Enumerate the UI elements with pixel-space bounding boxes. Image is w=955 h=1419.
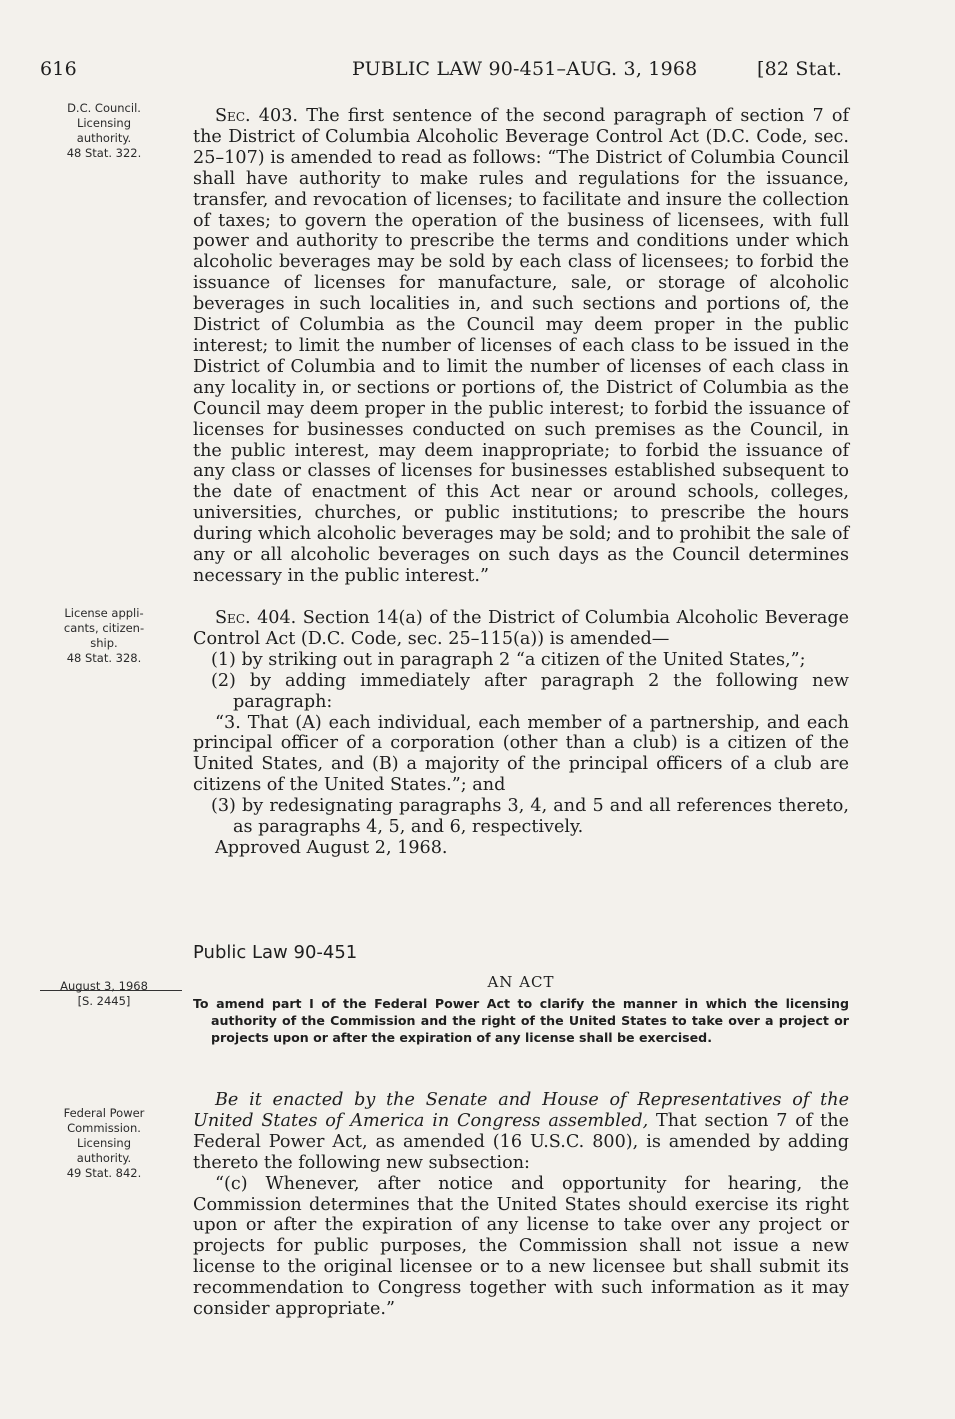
subsection-c: “(c) Whenever, after notice and opportunity for hearing, the Commission determines that the United States should exercise its right upon or after the expiration of any license to take over any project or projects for public purposes, the Commission shall not issue a new license to the original licensee or to a new licensee but shall submit its recommendation to Congress together with such information as it may consider appropriate.”: [193, 1173, 849, 1320]
act-purpose: [193, 995, 849, 1046]
enacting-section: [193, 1090, 849, 1320]
margin-note-license-applicants: [34, 606, 174, 666]
new-paragraph-quote: “3. That (A) each individual, each member of a partnership, and each principal officer of a corporation (other than a club) is a citizen of the United States, and (B) a majority of the principal officers of a club are citizens of the United States.”; and: [193, 712, 849, 796]
running-title: PUBLIC LAW 90-451–AUG. 3, 1968: [352, 58, 698, 80]
amendment-item-1: (1) by striking out in paragraph 2 “a citizen of the United States,”;: [211, 649, 806, 670]
margin-line: ship.: [90, 636, 118, 650]
section-label: Sec.: [215, 608, 251, 628]
margin-line: Licensing: [76, 116, 132, 130]
margin-line: [S. 2445]: [77, 994, 131, 1008]
section-403-text: 403. The first sentence of the second paragraph of section 7 of the District of Columbia Alcoholic Beverage Control Act (D.C. Code, sec. 25–107) is amended to read as follows: “The District of Columbia Council shall have authority to make rules and regulations for the issuance, transfer, and revocation of licenses; to facilitate and insure the collection of taxes; to govern the operation of the business of licensees, with full power and authority to prescribe the terms and conditions under which alcoholic beverages may be sold by each class of licensees; to forbid the issuance of licenses for manufacture, sale, or storage of alcoholic beverages in such localities in, and such sections and portions of, the District of Columbia as the Council may deem proper in the public interest; to limit the number of licenses of each class to be issued in the District of Columbia and to limit the number of licenses of each class in any locality in, or sections or portions of, the District of Columbia as the Council may deem proper in the public interest; to forbid the issuance of licenses for businesses conducted on such premises as the Council, in the public interest, may deem inappropriate; to forbid the issuance of any class or classes of licenses for businesses established subsequent to the date of enactment of this Act near or around schools, colleges, universities, churches, or public institutions; to prescribe the hours during which alcoholic beverages may be sold; and to prohibit the sale of any or all alcoholic beverages on such days as the Council determines necessary in the public interest.”: [193, 106, 849, 586]
margin-line: Licensing: [76, 1136, 132, 1150]
margin-line: Commission.: [67, 1121, 141, 1135]
margin-line: Federal Power: [63, 1106, 145, 1120]
margin-line: License appli-: [64, 606, 144, 620]
section-403-paragraph: [193, 106, 849, 587]
section-403: [193, 106, 849, 587]
margin-line: August 3, 1968: [60, 979, 148, 993]
margin-divider: [40, 990, 182, 991]
approval-date: Approved August 2, 1968.: [215, 837, 448, 858]
margin-note-federal-power: [34, 1106, 174, 1181]
section-404-text: 404. Section 14(a) of the District of Columbia Alcoholic Beverage Control Act (D.C. Code, sec. 25–115(a)) is amended—: [193, 608, 849, 649]
margin-line: 49 Stat. 842.: [66, 1166, 142, 1180]
amendment-item-3: (3) by redesignating paragraphs 3, 4, and 5 and all references thereto, as paragraphs 4, 5, and 6, respectively.: [211, 796, 849, 838]
margin-line: cants, citizen-: [63, 621, 145, 635]
enacting-clause: [193, 1090, 849, 1174]
section-label: Sec.: [215, 106, 251, 126]
enacting-clause-text: That section 7 of the Federal Power Act, as amended (16 U.S.C. 800), is amended by adding thereto the following new subsection:: [193, 1110, 849, 1173]
margin-line: 48 Stat. 328.: [66, 651, 142, 665]
margin-note-date: [34, 979, 174, 1009]
margin-line: authority.: [76, 131, 132, 145]
act-purpose-text: To amend part I of the Federal Power Act to clarify the manner in which the licensing authority of the Commission and the right of the United States to take over a project or projects upon or after the expiration of any license shall be exercised.: [193, 996, 849, 1045]
public-law-title: Public Law 90-451: [193, 942, 358, 963]
margin-line: D.C. Council.: [67, 101, 141, 115]
statute-volume: [82 Stat.: [757, 58, 843, 80]
section-404: [193, 608, 849, 859]
section-404-intro: [193, 608, 849, 650]
act-heading: AN ACT: [487, 973, 555, 991]
margin-line: authority.: [76, 1151, 132, 1165]
margin-note-dc-council: [34, 101, 174, 161]
page-number: 616: [40, 58, 77, 80]
margin-line: 48 Stat. 322.: [66, 146, 142, 160]
enacting-clause-italic: Be it enacted by the Senate and House of Representatives of the United States of America in Congress assembled,: [193, 1090, 849, 1131]
amendment-item-2: (2) by adding immediately after paragraph 2 the following new paragraph:: [211, 670, 849, 712]
